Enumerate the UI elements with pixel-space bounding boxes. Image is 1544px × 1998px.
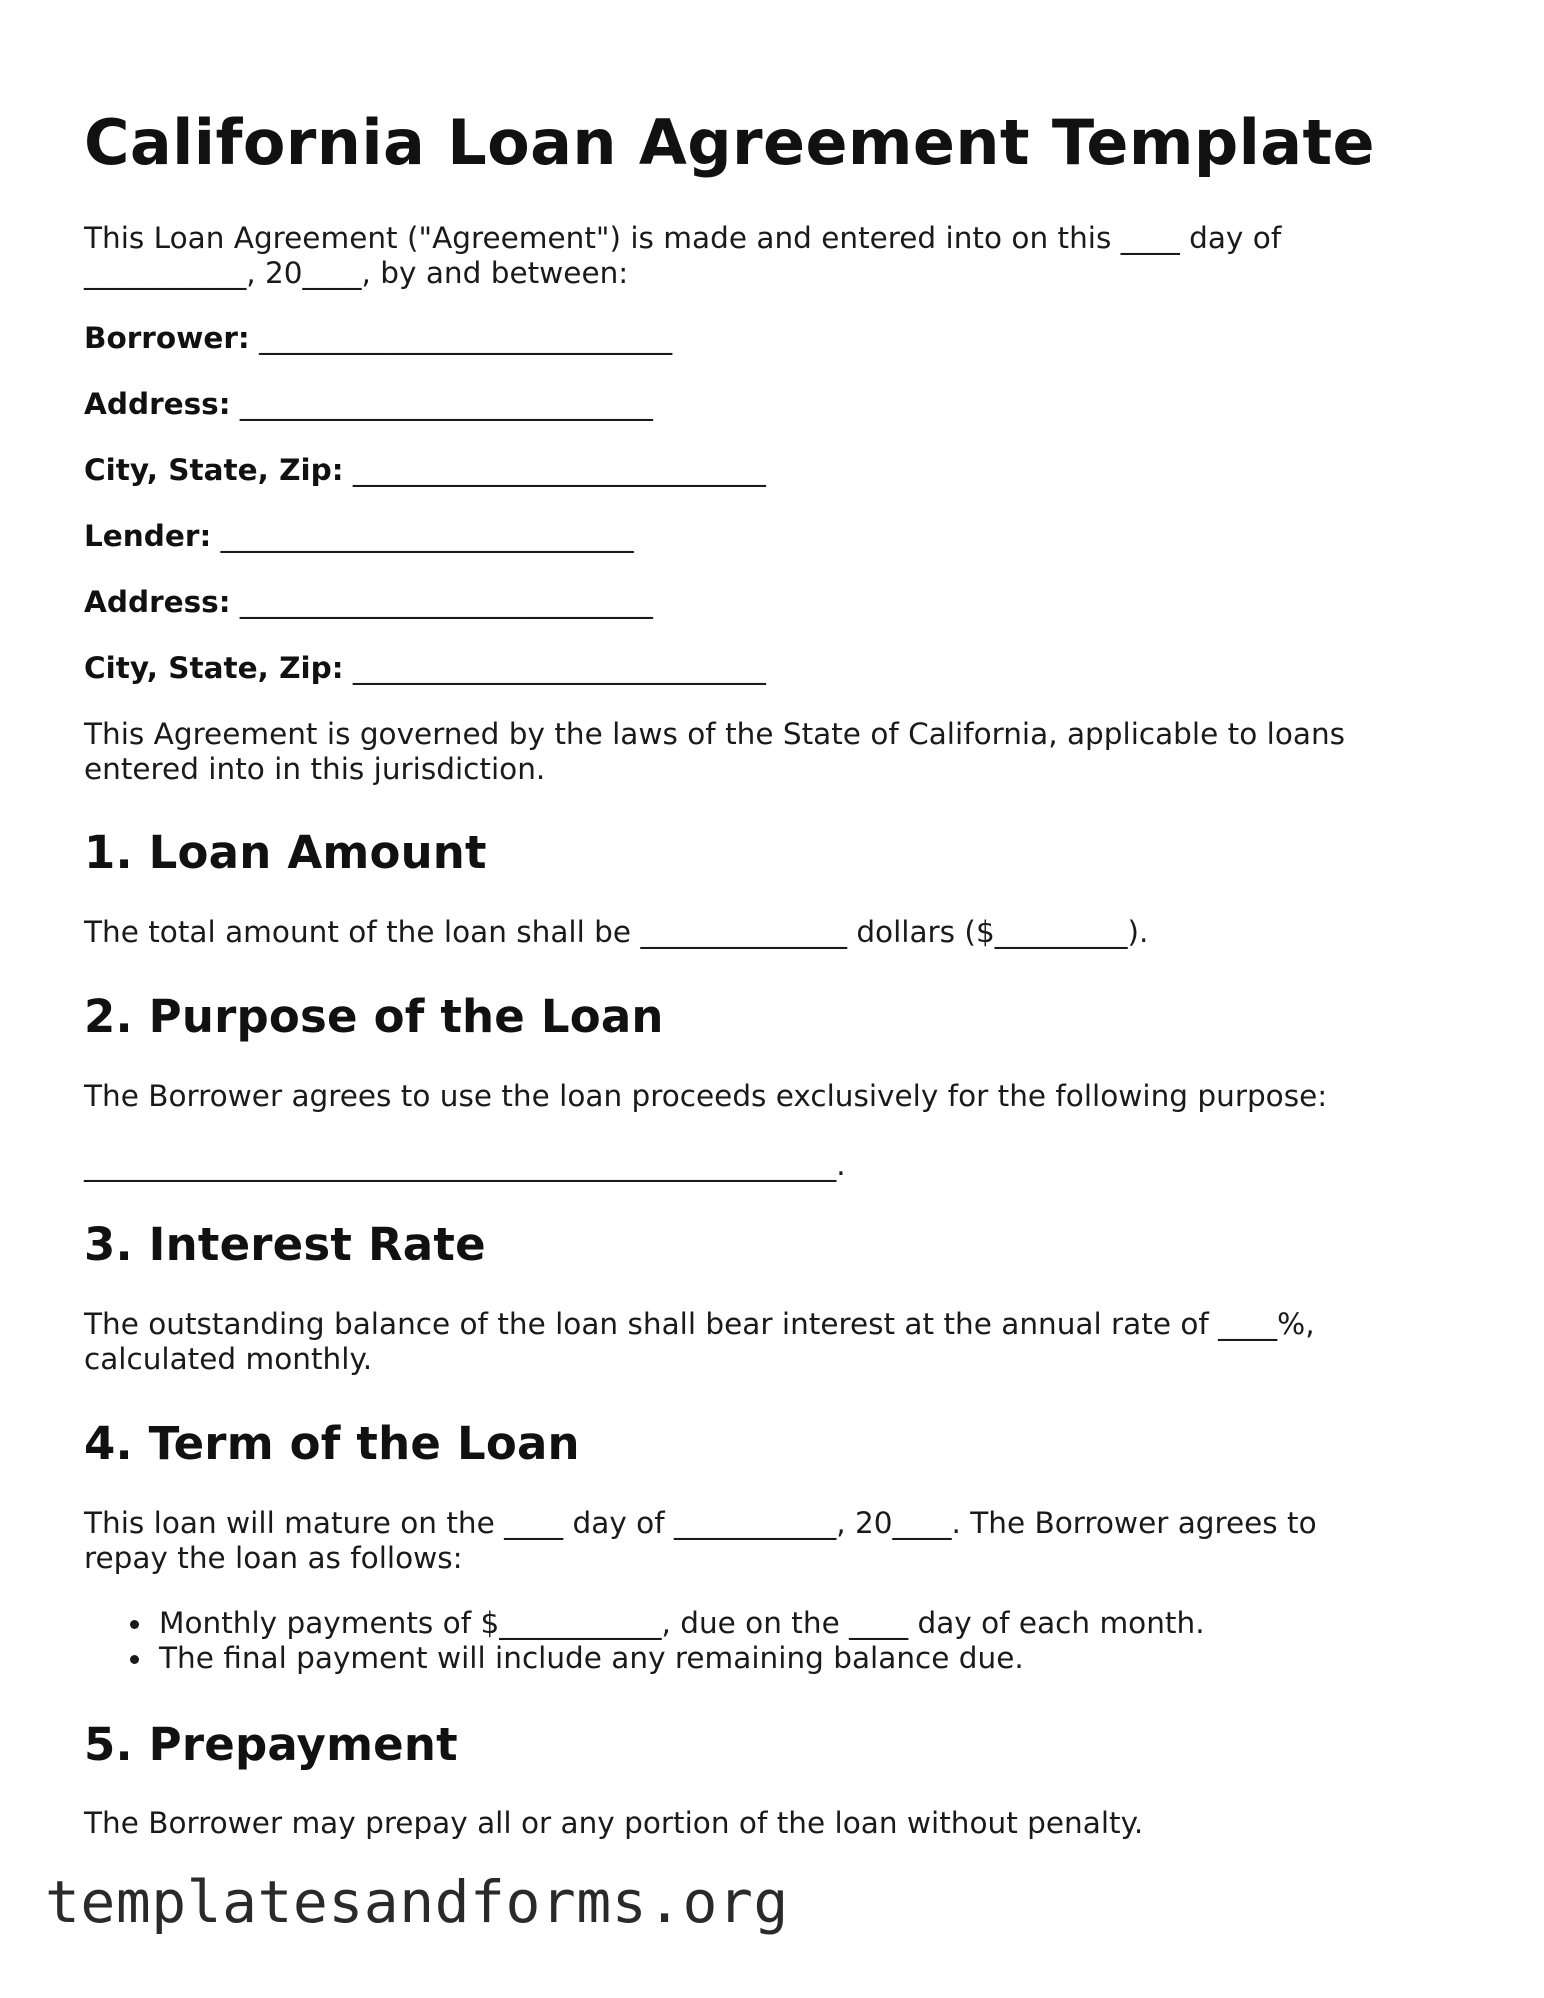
section-heading-term: 4. Term of the Loan xyxy=(84,1417,580,1470)
borrower-address-blank: ____________________________ xyxy=(230,387,653,421)
lender-blank: ____________________________ xyxy=(211,519,634,553)
lender-address-field xyxy=(84,585,653,620)
borrower-label: Borrower: xyxy=(84,321,250,355)
intro-line-1: This Loan Agreement ("Agreement") is made and entered into on this ____ day of xyxy=(84,221,1282,255)
lender-city-blank: ____________________________ xyxy=(343,651,766,685)
prepayment-text: The Borrower may prepay all or any portion of the loan without penalty. xyxy=(84,1806,1144,1840)
list-item: Monthly payments of $___________, due on the ____ day of each month. xyxy=(84,1606,1205,1641)
lender-address-label: Address: xyxy=(84,585,231,619)
loan-amount-text: The total amount of the loan shall be ______________ dollars ($_________). xyxy=(84,915,1149,949)
borrower-address-field xyxy=(84,387,653,422)
purpose-text: The Borrower agrees to use the loan proceeds exclusively for the following purpose: xyxy=(84,1079,1328,1113)
lender-city-label: City, State, Zip: xyxy=(84,651,344,685)
term-line-1: This loan will mature on the ____ day of ___________, 20____. The Borrower agrees to xyxy=(84,1506,1317,1540)
list-item: The final payment will include any remaining balance due. xyxy=(84,1641,1205,1676)
section-heading-interest: 3. Interest Rate xyxy=(84,1218,486,1271)
borrower-city-label: City, State, Zip: xyxy=(84,453,344,487)
term-line-2: repay the loan as follows: xyxy=(84,1541,463,1575)
section-heading-prepayment: 5. Prepayment xyxy=(84,1718,458,1771)
section-heading-purpose: 2. Purpose of the Loan xyxy=(84,990,664,1043)
term-bullet-list xyxy=(84,1606,1205,1676)
interest-line-1: The outstanding balance of the loan shall bear interest at the annual rate of ____%, xyxy=(84,1307,1315,1341)
interest-line-2: calculated monthly. xyxy=(84,1342,373,1376)
intro-line-2: ___________, 20____, by and between: xyxy=(84,256,629,290)
section-heading-loan-amount: 1. Loan Amount xyxy=(84,826,487,879)
lender-field xyxy=(84,519,634,554)
borrower-blank: ____________________________ xyxy=(249,321,673,355)
lender-address-blank: ____________________________ xyxy=(230,585,653,619)
borrower-field xyxy=(84,321,672,356)
borrower-address-label: Address: xyxy=(84,387,231,421)
document-title: California Loan Agreement Template xyxy=(84,106,1375,179)
governing-line-2: entered into in this jurisdiction. xyxy=(84,752,546,786)
lender-city-field xyxy=(84,651,766,686)
watermark: templatesandforms.org xyxy=(45,1868,789,1936)
governing-line-1: This Agreement is governed by the laws of the State of California, applicable to loans xyxy=(84,717,1346,751)
lender-label: Lender: xyxy=(84,519,212,553)
borrower-city-field xyxy=(84,453,766,488)
purpose-blank-line: ___________________________________________________. xyxy=(84,1148,846,1182)
borrower-city-blank: ____________________________ xyxy=(343,453,766,487)
